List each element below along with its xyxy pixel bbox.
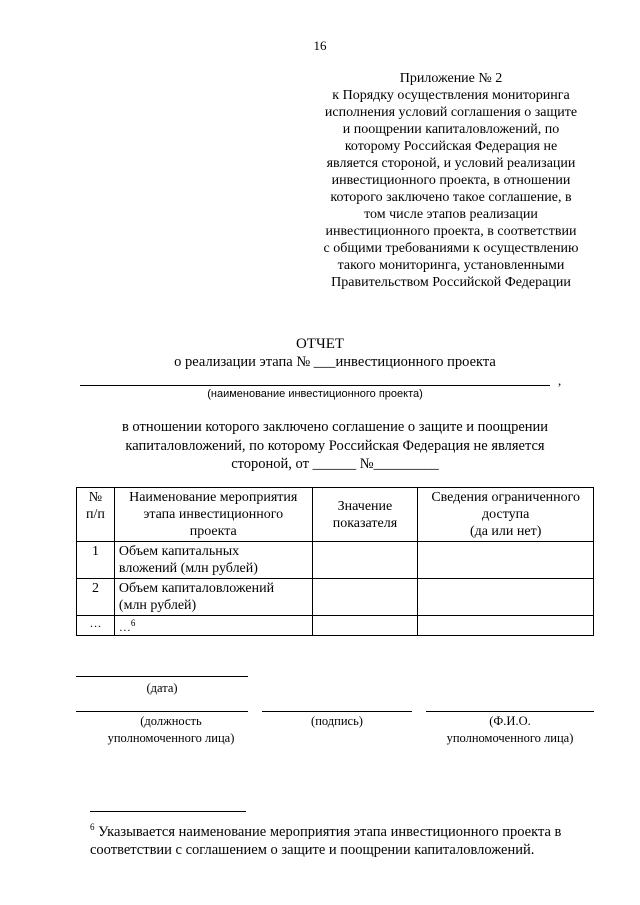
- position-line: [76, 711, 248, 712]
- appendix-line: которому Российская Федерация не: [344, 139, 558, 154]
- appendix-title: Приложение № 2: [399, 71, 503, 86]
- signature-line: [262, 711, 412, 712]
- row-restricted: [418, 542, 594, 579]
- appendix-line: исполнения условий соглашения о защите: [324, 105, 578, 120]
- header-num: № п/п: [77, 488, 115, 542]
- signature-caption: (подпись): [311, 714, 363, 728]
- agreement-text: [80, 418, 590, 474]
- table-row-ellipsis: [77, 616, 594, 636]
- row-value: [312, 542, 418, 579]
- row-restricted: [418, 616, 594, 636]
- report-title: ОТЧЕТ: [295, 336, 345, 352]
- appendix-line: и поощрении капиталовложений, по: [342, 122, 560, 137]
- project-name-comma: ,: [558, 373, 562, 388]
- footnote-separator: [90, 811, 246, 812]
- footnote-line: соответствии с соглашением о защите и поощрении капиталовложений.: [90, 841, 535, 858]
- appendix-line: инвестиционного проекта, в соответствии: [325, 224, 577, 239]
- footnote-mark: 6: [90, 822, 95, 832]
- row-value: [312, 616, 418, 636]
- table-row: [77, 579, 594, 616]
- appendix-line: такого мониторинга, установленными: [337, 258, 565, 273]
- fio-line: [426, 711, 594, 712]
- row-num: 2: [77, 579, 115, 616]
- agreement-line: в отношении которого заключено соглашение о защите и поощрении: [121, 419, 549, 435]
- row-num: …: [77, 616, 115, 636]
- header-restricted: Сведения ограниченного доступа (да или нет): [418, 488, 594, 542]
- page-number: 16: [313, 38, 327, 53]
- header-name: Наименование мероприятия этапа инвестиционного проекта: [114, 488, 312, 542]
- appendix-line: Правительством Российской Федерации: [331, 275, 571, 290]
- agreement-line: капиталовложений, по которому Российская Федерация не является: [125, 437, 545, 454]
- appendix-line: инвестиционного проекта, в отношении: [331, 173, 571, 188]
- appendix-line: к Порядку осуществления мониторинга: [332, 88, 570, 103]
- row-name: Объем капиталовложений (млн рублей): [114, 579, 312, 616]
- fio-caption: (Ф.И.О. уполномоченного лица): [446, 714, 574, 745]
- report-subtitle: о реализации этапа № ___инвестиционного проекта: [174, 354, 496, 370]
- appendix-line: является стороной, и условий реализации: [326, 156, 576, 171]
- appendix-line: которого заключено такое соглашение, в: [330, 190, 572, 205]
- appendix-line: с общими требованиями к осуществлению: [323, 241, 579, 256]
- position-caption: (должность уполномоченного лица): [107, 714, 235, 745]
- row-name: Объем капитальных вложений (млн рублей): [114, 542, 312, 579]
- date-line: [76, 676, 248, 677]
- appendix-block: [292, 70, 610, 291]
- row-name: …$^6$: [114, 616, 312, 636]
- table-row: [77, 542, 594, 579]
- measures-table: [76, 487, 594, 636]
- row-restricted: [418, 579, 594, 616]
- appendix-line: том числе этапов реализации: [364, 207, 538, 222]
- project-name-line: [80, 385, 550, 386]
- project-name-caption: (наименование инвестиционного проекта): [207, 388, 423, 400]
- footnote-mark: 6: [130, 618, 136, 628]
- table-header-row: [77, 488, 594, 542]
- footnote-line: Указывается наименование мероприятия этапа инвестиционного проекта в: [94, 823, 562, 840]
- row-value: [312, 579, 418, 616]
- row-num: 1: [77, 542, 115, 579]
- date-caption: (дата): [146, 681, 178, 695]
- footnote: [90, 818, 610, 859]
- header-value: Значение показателя: [312, 488, 418, 542]
- agreement-line: стороной, от ______ №_________: [231, 456, 439, 472]
